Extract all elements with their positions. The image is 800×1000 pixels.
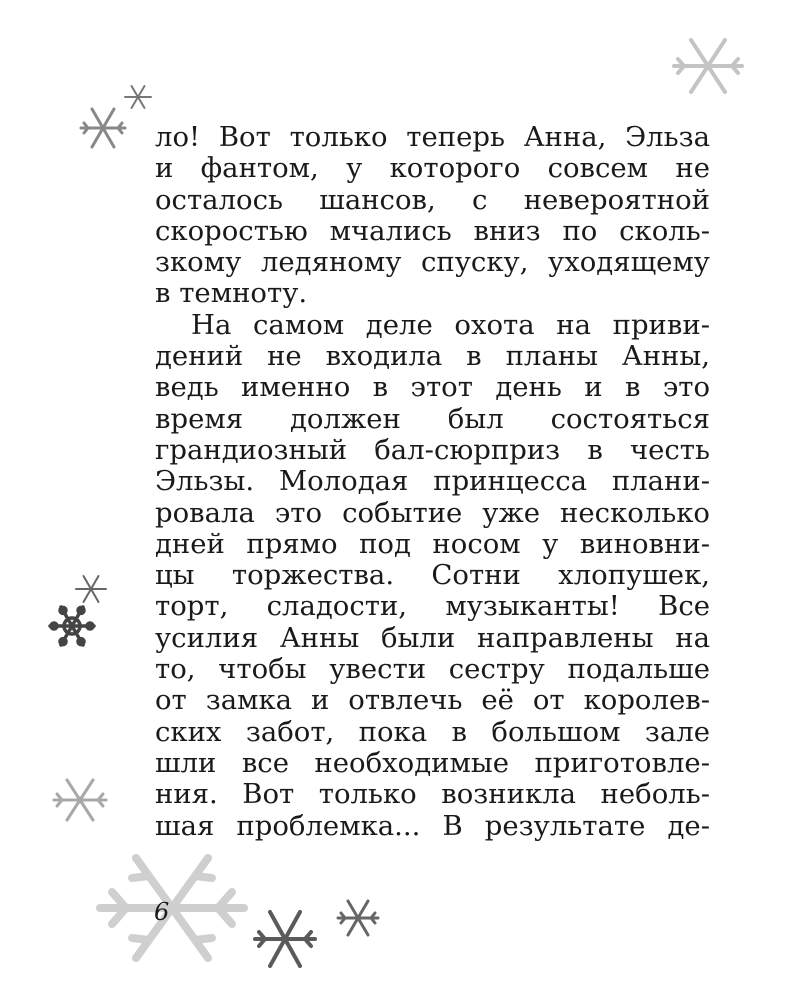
- text-line: торт, сладости, музыканты! Все: [155, 590, 710, 623]
- snowflake-icon: [78, 106, 128, 151]
- text-line: ло! Вот только теперь Анна, Эльза: [155, 121, 710, 153]
- text-line: время должен был состояться: [155, 402, 710, 435]
- text-line: ских забот, пока в большом зале: [155, 715, 710, 748]
- text-line: грандиозный бал-сюрприз в честь: [155, 433, 710, 466]
- page-number: 6: [154, 898, 170, 926]
- text-line: На самом деле охота на приви-: [191, 308, 710, 341]
- snowflake-icon: [334, 898, 382, 938]
- snowflake-icon: [668, 36, 748, 96]
- text-line: шли все необходимые приготовле-: [155, 746, 710, 779]
- text-line: шая проблемка... В результате де-: [155, 809, 710, 842]
- text-line: дней прямо под носом у виновни-: [155, 527, 710, 560]
- text-line: и фантом, у которого совсем не: [155, 152, 710, 185]
- text-line: в темноту.: [155, 277, 308, 310]
- text-line: от замка и отвлечь её от королев-: [155, 684, 710, 717]
- text-line: ведь именно в этот день и в это: [155, 371, 710, 404]
- page-text: [155, 122, 710, 842]
- text-line: Эльзы. Молодая принцесса плани-: [155, 465, 710, 498]
- text-line: цы торжества. Сотни хлопушек,: [155, 559, 710, 592]
- snowflake-icon: [52, 778, 108, 822]
- snowflake-icon: [250, 906, 320, 972]
- text-line: то, чтобы увести сестру подальше: [155, 653, 710, 686]
- text-line: зкому ледяному спуску, уходящему: [155, 246, 710, 279]
- text-line: ровала это событие уже несколько: [155, 496, 710, 529]
- text-line: скоростью мчались вниз по сколь-: [155, 214, 710, 247]
- text-line: усилия Анны были направлены на: [155, 621, 710, 654]
- text-line: ния. Вот только возникла неболь-: [155, 778, 710, 811]
- snowflake-icon: [46, 600, 98, 652]
- text-line: осталось шансов, с невероятной: [155, 183, 710, 216]
- text-line: дений не входила в планы Анны,: [155, 340, 710, 373]
- snowflake-icon: [92, 852, 252, 964]
